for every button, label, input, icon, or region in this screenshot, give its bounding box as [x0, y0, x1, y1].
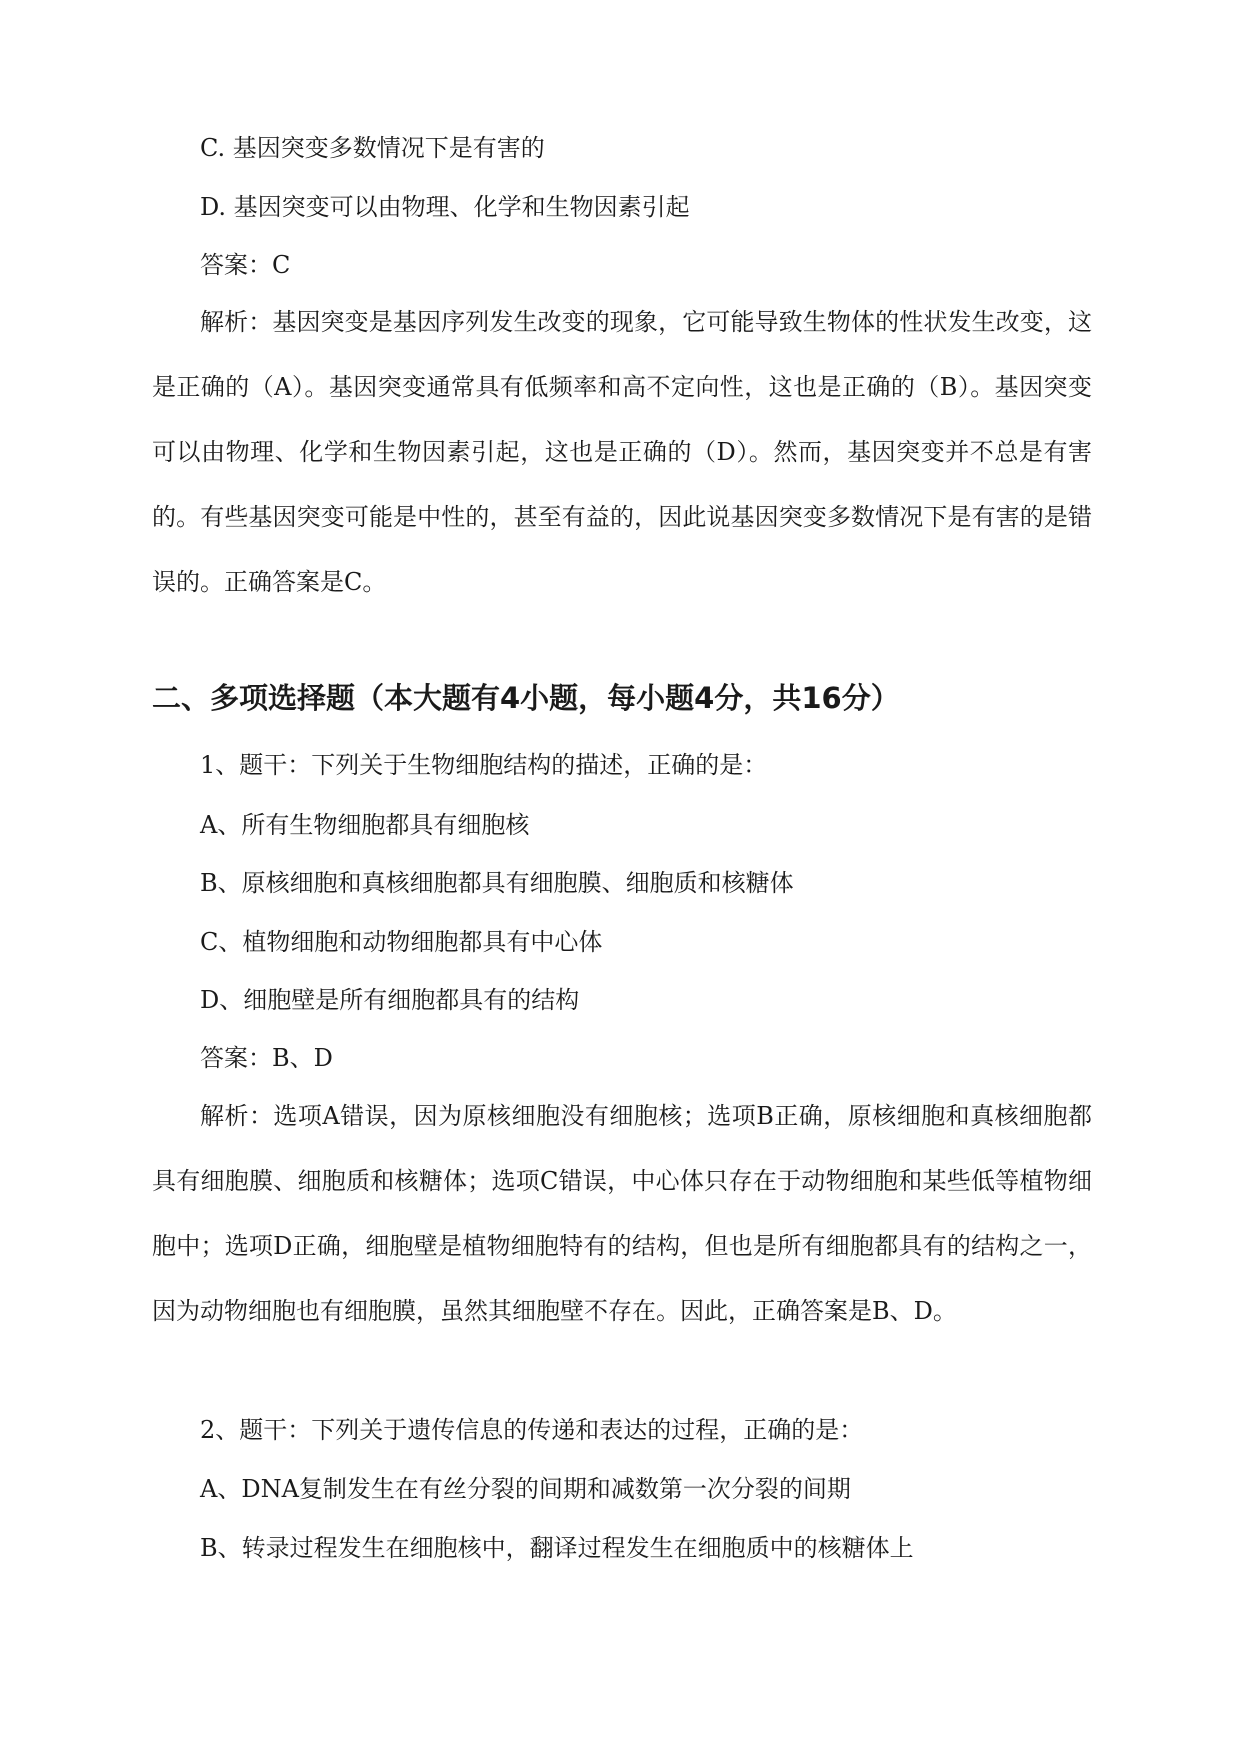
q1-option-c: C. 基因突变多数情况下是有害的 — [200, 134, 545, 162]
section-heading: 二、多项选择题（本大题有4小题，每小题4分，共16分） — [152, 681, 900, 715]
mq1-answer: 答案：B、D — [200, 1044, 333, 1072]
mq1-option-b: B、原核细胞和真核细胞都具有细胞膜、细胞质和核糖体 — [200, 869, 794, 897]
mq1-option-c: C、植物细胞和动物细胞都具有中心体 — [200, 928, 603, 956]
q1-answer: 答案：C — [200, 251, 291, 279]
mq1-option-d: D、细胞壁是所有细胞都具有的结构 — [200, 986, 580, 1014]
mq1-option-a: A、所有生物细胞都具有细胞核 — [200, 811, 530, 839]
mq1-stem: 1、题干：下列关于生物细胞结构的描述，正确的是： — [200, 751, 768, 779]
q1-option-d: D. 基因突变可以由物理、化学和生物因素引起 — [200, 193, 690, 221]
q1-analysis: 解析：基因突变是基因序列发生改变的现象，它可能导致生物体的性状发生改变，这是正确的（A）。基因突变通常具有低频率和高不定向性，这也是正确的（B）。基因突变可以由物理、化学和生物因素引起，这也是正确的（D）。然而，基因突变并不总是有害的。有些基因突变可能是中性的，甚至有益的，因此说基因突变多数情况下是有害的是错误的。正确答案是C。 — [152, 308, 1092, 596]
mq2-option-b: B、转录过程发生在细胞核中，翻译过程发生在细胞质中的核糖体上 — [200, 1534, 914, 1562]
mq2-option-a: A、DNA复制发生在有丝分裂的间期和减数第一次分裂的间期 — [200, 1475, 851, 1503]
mq2-stem: 2、题干：下列关于遗传信息的传递和表达的过程，正确的是： — [200, 1416, 864, 1444]
mq1-analysis: 解析：选项A错误，因为原核细胞没有细胞核；选项B正确，原核细胞和真核细胞都具有细胞膜、细胞质和核糖体；选项C错误，中心体只存在于动物细胞和某些低等植物细胞中；选项D正确，细胞壁是植物细胞特有的结构，但也是所有细胞都具有的结构之一，因为动物细胞也有细胞膜，虽然其细胞壁不存在。因此，正确答案是B、D。 — [152, 1102, 1092, 1325]
